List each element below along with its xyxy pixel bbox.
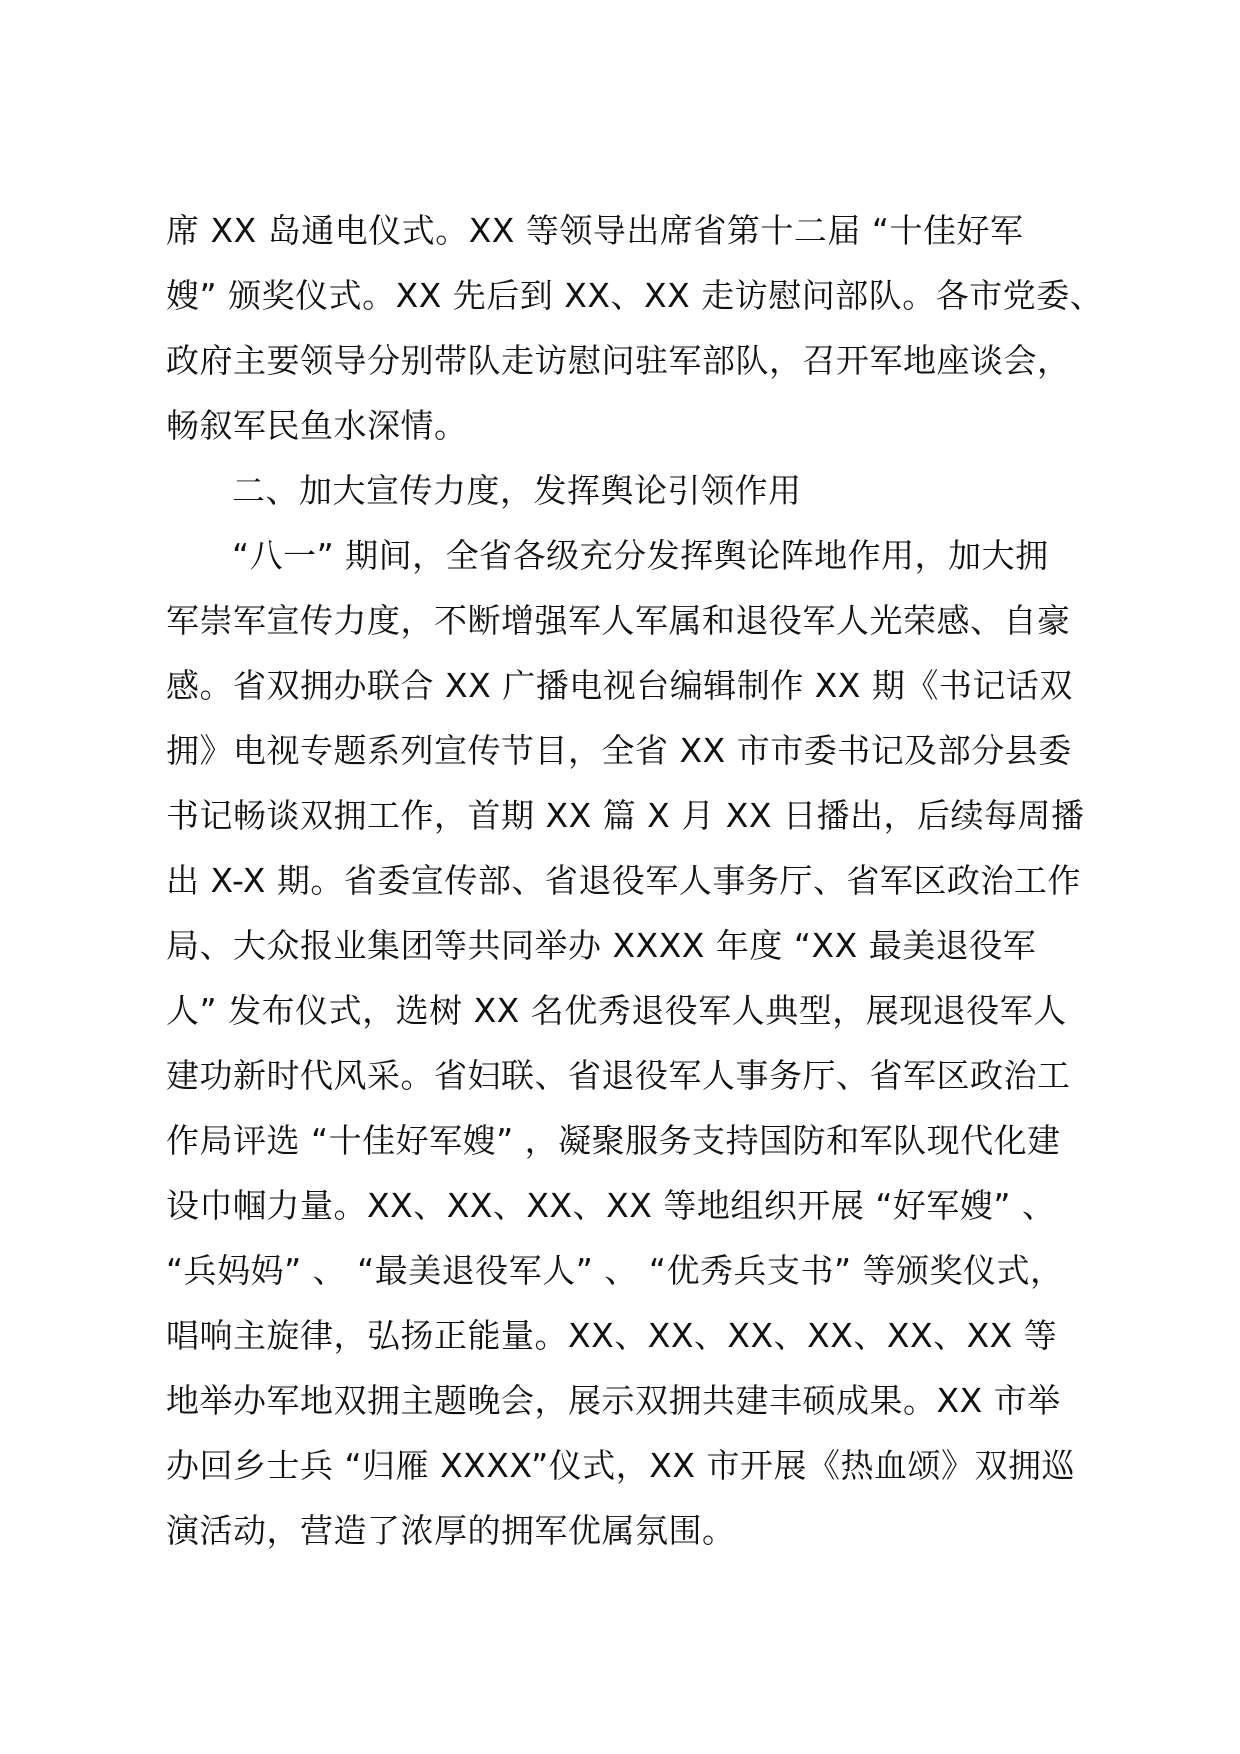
text-line: 建功新时代风采。省妇联、省退役军人事务厅、省军区政治工 bbox=[166, 1056, 1071, 1095]
body-text bbox=[166, 198, 1126, 1563]
text-line: 设巾帼力量。XX、XX、XX、XX 等地组织开展 “好军嫂” 、 bbox=[166, 1186, 1056, 1225]
text-line: 出 X-X 期。省委宣传部、省退役军人事务厅、省军区政治工作 bbox=[166, 861, 1081, 900]
text-line: 作局评选 “十佳好军嫂” ，凝聚服务支持国防和军队现代化建 bbox=[166, 1121, 1061, 1160]
text-line: 拥》电视专题系列宣传节目，全省 XX 市市委书记及部分县委 bbox=[166, 731, 1072, 770]
text-line: 席 XX 岛通电仪式。XX 等领导出席省第十二届 “十佳好军 bbox=[166, 211, 1024, 250]
text-line: 嫂” 颁奖仪式。XX 先后到 XX、XX 走访慰问部队。各市党委、 bbox=[166, 276, 1104, 315]
text-line: 军崇军宣传力度，不断增强军人军属和退役军人光荣感、自豪 bbox=[166, 601, 1071, 640]
text-line: 书记畅谈双拥工作，首期 XX 篇 X 月 XX 日播出，后续每周播 bbox=[166, 796, 1085, 835]
text-line: 演活动，营造了浓厚的拥军优属氛围。 bbox=[166, 1511, 736, 1550]
text-line: 人” 发布仪式，选树 XX 名优秀退役军人典型，展现退役军人 bbox=[166, 991, 1067, 1030]
text-line: 地举办军地双拥主题晚会，展示双拥共建丰硕成果。XX 市举 bbox=[166, 1381, 1061, 1420]
text-line: “兵妈妈” 、 “最美退役军人” 、 “优秀兵支书” 等颁奖仪式， bbox=[166, 1251, 1064, 1290]
text-line: 二、加大宣传力度，发挥舆论引领作用 bbox=[232, 471, 802, 510]
text-line: 感。省双拥办联合 XX 广播电视台编辑制作 XX 期《书记话双 bbox=[166, 666, 1073, 705]
text-line: 畅叙军民鱼水深情。 bbox=[166, 406, 468, 445]
text-line: 局、大众报业集团等共同举办 XXXX 年度 “XX 最美退役军 bbox=[166, 926, 1037, 965]
text-line: 唱响主旋律，弘扬正能量。XX、XX、XX、XX、XX、XX 等 bbox=[166, 1316, 1058, 1355]
text-line: 政府主要领导分别带队走访慰问驻军部队，召开军地座谈会， bbox=[166, 341, 1071, 380]
text-line: “八一” 期间，全省各级充分发挥舆论阵地作用，加大拥 bbox=[232, 536, 1049, 575]
text-line: 办回乡士兵 “归雁 XXXX”仪式，XX 市开展《热血颂》双拥巡 bbox=[166, 1446, 1075, 1485]
